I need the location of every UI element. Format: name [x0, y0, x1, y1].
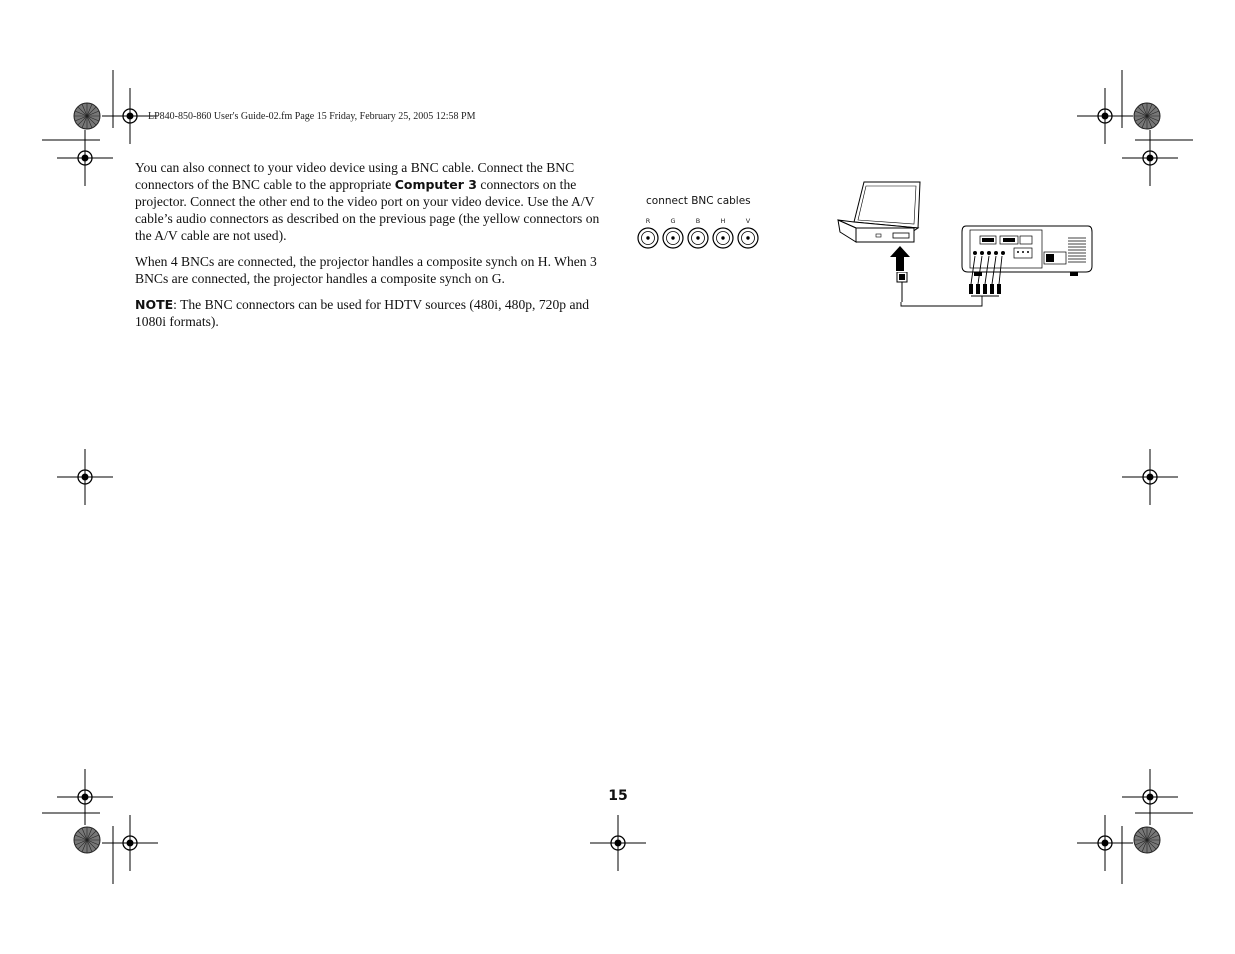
laptop-icon — [836, 180, 926, 246]
bnc-label-b: B — [695, 217, 701, 225]
body-text — [135, 159, 607, 339]
figure-caption: connect BNC cables — [646, 195, 751, 207]
bnc-connectors-icon — [636, 226, 760, 250]
paragraph-note: NOTE: The BNC connectors can be used for HDTV sources (480i, 480p, 720p and 1080i formats). — [135, 297, 590, 329]
computer3-term: Computer 3 — [394, 177, 478, 192]
bnc-label-v: V — [745, 217, 751, 225]
paragraph-synch: When 4 BNCs are connected, the projector handles a composite synch on H. When 3 BNCs are connected, the projector handles a composite synch on G. — [135, 254, 597, 286]
file-info-header: LP840-850-860 User's Guide-02.fm Page 15 Friday, February 25, 2005 12:58 PM — [148, 111, 476, 122]
bnc-label-r: R — [645, 217, 651, 225]
note-label: NOTE — [135, 297, 174, 312]
bnc-label-h: H — [720, 217, 726, 225]
paragraph-bnc-connection: You can also connect to your video device using a BNC cable. Connect the BNC connectors of the BNC cable to the appropriate Computer 3 connectors on the projector. Connect the other end to the video port on your video device. Use the A/V cable’s audio connectors as described on the previous page (the yellow connectors on the A/V cable are not used). — [135, 160, 600, 243]
page-number: 15 — [608, 788, 628, 804]
bnc-label-g: G — [670, 217, 676, 225]
bnc-cable-icon — [896, 252, 1006, 310]
